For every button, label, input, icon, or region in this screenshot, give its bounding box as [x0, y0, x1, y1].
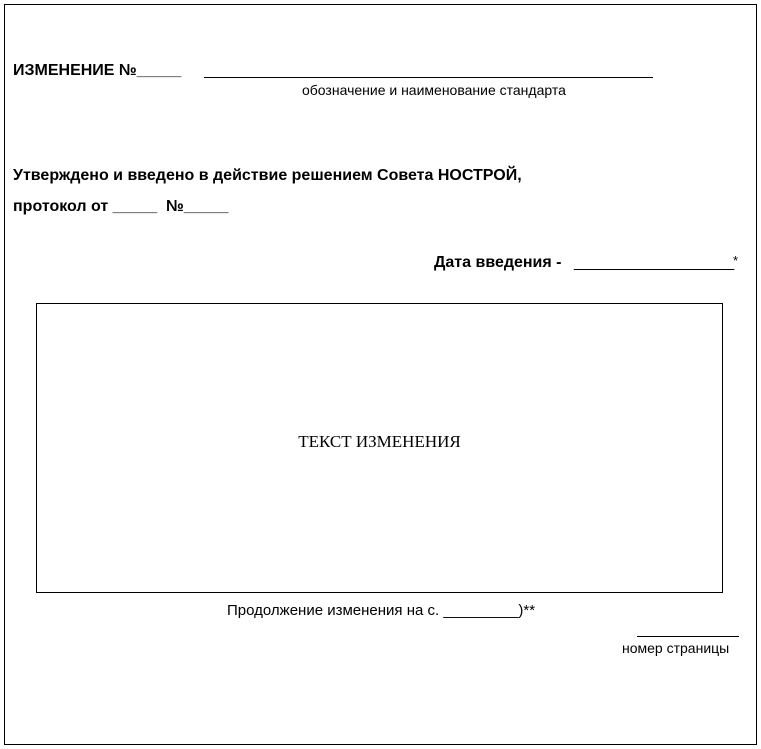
change-number-blank: _____	[136, 62, 182, 79]
effective-date-label: Дата введения -	[434, 254, 562, 271]
protocol-date-blank: _____	[112, 198, 158, 215]
change-label-text: ИЗМЕНЕНИЕ №	[13, 62, 137, 79]
continuation-blank: _________	[443, 602, 519, 619]
continuation-suffix: )**	[518, 602, 536, 619]
protocol-label: протокол от	[13, 198, 109, 215]
protocol-line	[13, 198, 228, 216]
effective-date-blank: __________________	[574, 254, 735, 271]
change-text-placeholder: ТЕКСТ ИЗМЕНЕНИЯ	[298, 432, 461, 451]
change-text-box	[36, 303, 723, 593]
page-number-caption: номер страницы	[622, 640, 730, 656]
change-label	[13, 62, 181, 80]
standard-caption: обозначение и наименование стандарта	[302, 82, 566, 98]
protocol-number-label: №	[166, 198, 184, 215]
standard-designation-line	[204, 77, 653, 78]
page-number-line	[637, 636, 739, 637]
continuation-line	[227, 602, 535, 619]
effective-date-footnote: *	[733, 253, 739, 268]
protocol-number-blank: _____	[183, 198, 229, 215]
approval-line: Утверждено и введено в действие решением Совета НОСТРОЙ,	[13, 167, 522, 184]
continuation-text: Продолжение изменения на с.	[227, 602, 440, 619]
